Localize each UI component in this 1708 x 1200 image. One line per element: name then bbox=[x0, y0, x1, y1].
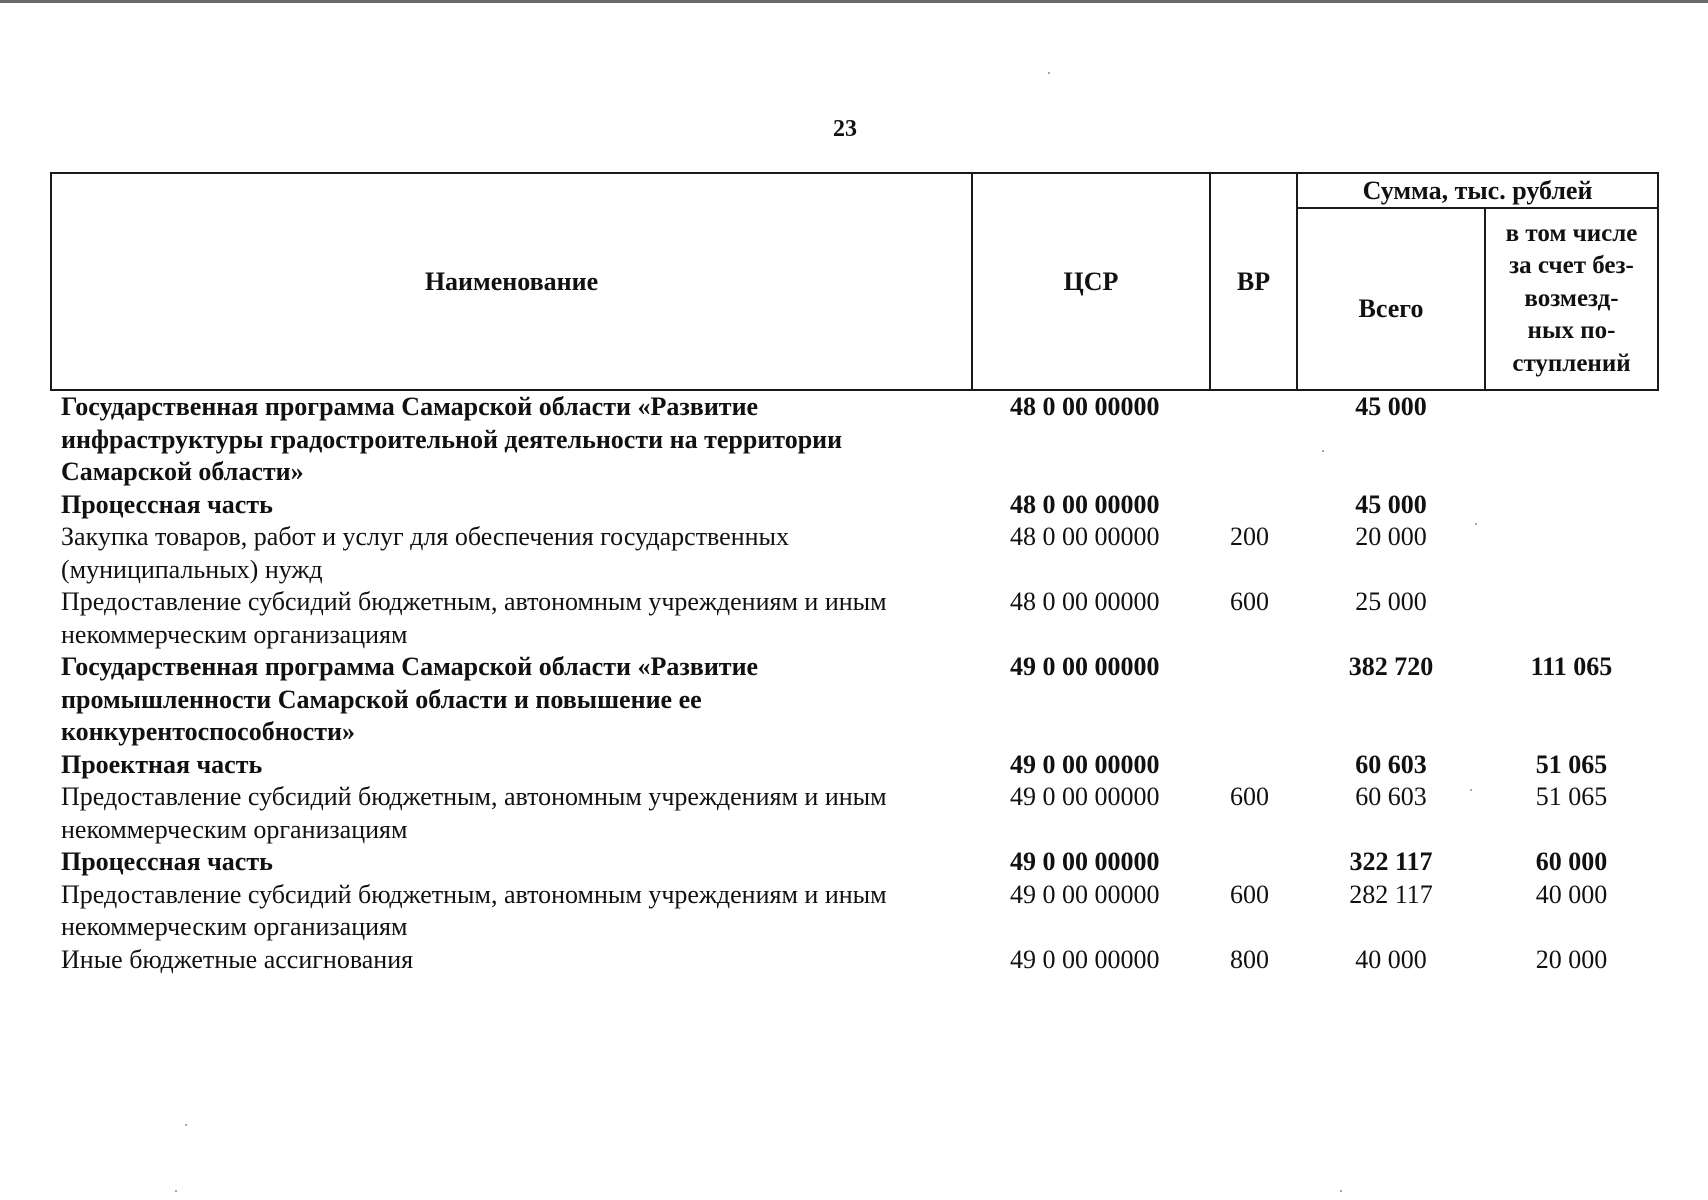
cell-name: Процессная часть bbox=[61, 847, 273, 876]
scan-speck bbox=[1048, 72, 1050, 74]
cell-vr: 600 bbox=[1230, 879, 1269, 909]
scan-speck bbox=[1322, 450, 1324, 452]
budget-table-grid bbox=[50, 172, 1659, 976]
table-row bbox=[51, 944, 1658, 977]
table-row bbox=[51, 521, 1658, 586]
cell-total: 20 000 bbox=[1355, 522, 1427, 551]
cell-name: Проектная часть bbox=[61, 749, 263, 779]
cell-name: Закупка товаров, работ и услуг для обеспечения государственных (муниципальных) нужд bbox=[61, 522, 790, 584]
cell-including: 60 000 bbox=[1535, 847, 1608, 876]
cell-including: 51 065 bbox=[1535, 782, 1608, 811]
cell-name: Предоставление субсидий бюджетным, автономным учреждениям и иным некоммерческим организациям bbox=[61, 587, 887, 649]
table-row bbox=[51, 879, 1658, 944]
header-incl-line: возмезд- bbox=[1524, 284, 1619, 312]
scan-top-edge bbox=[0, 0, 1708, 3]
cell-total: 60 603 bbox=[1355, 782, 1427, 811]
header-vr: ВР bbox=[1210, 173, 1297, 390]
header-including-gratuitous bbox=[1485, 208, 1658, 390]
cell-csr: 48 0 00 00000 bbox=[1010, 522, 1160, 551]
cell-including: 111 065 bbox=[1530, 652, 1613, 681]
header-incl-line: ных по- bbox=[1527, 317, 1616, 345]
cell-including: 51 065 bbox=[1535, 749, 1608, 779]
cell-csr: 49 0 00 00000 bbox=[1010, 782, 1160, 811]
scan-speck bbox=[175, 1190, 177, 1192]
cell-total: 322 117 bbox=[1349, 847, 1433, 876]
cell-name: Государственная программа Самарской области «Развитие инфраструктуры градостроительной деятельности на территории Самарской области» bbox=[61, 392, 843, 486]
cell-including bbox=[1485, 390, 1658, 489]
header-name: Наименование bbox=[51, 173, 972, 390]
scan-speck bbox=[1475, 523, 1477, 525]
header-total: Всего bbox=[1297, 208, 1485, 390]
cell-vr bbox=[1210, 390, 1297, 489]
cell-csr: 48 0 00 00000 bbox=[1010, 587, 1160, 616]
cell-total: 382 720 bbox=[1348, 652, 1434, 681]
header-incl-line: ступлений bbox=[1512, 349, 1631, 377]
cell-name: Процессная часть bbox=[61, 489, 273, 519]
cell-csr: 48 0 00 00000 bbox=[1010, 392, 1160, 421]
cell-csr: 49 0 00 00000 bbox=[1010, 944, 1160, 974]
cell-csr: 49 0 00 00000 bbox=[1010, 749, 1160, 779]
cell-csr: 48 0 00 00000 bbox=[1010, 489, 1160, 519]
cell-vr: 800 bbox=[1230, 944, 1269, 974]
table-row bbox=[51, 651, 1658, 749]
table-body bbox=[51, 390, 1658, 976]
cell-vr: 600 bbox=[1230, 587, 1269, 616]
table-row bbox=[51, 749, 1658, 782]
header-csr: ЦСР bbox=[972, 173, 1210, 390]
header-incl-line: в том числе bbox=[1505, 219, 1638, 247]
page-number: 23 bbox=[833, 116, 857, 142]
cell-vr: 600 bbox=[1230, 782, 1269, 811]
cell-including: 20 000 bbox=[1535, 944, 1608, 974]
table-row bbox=[51, 489, 1658, 522]
scan-speck bbox=[1470, 789, 1472, 791]
cell-including bbox=[1485, 489, 1658, 522]
cell-total: 25 000 bbox=[1355, 587, 1427, 616]
cell-total: 45 000 bbox=[1355, 489, 1427, 519]
cell-total: 40 000 bbox=[1355, 944, 1427, 974]
scan-speck bbox=[1340, 1190, 1342, 1192]
cell-total: 45 000 bbox=[1355, 392, 1427, 421]
table-row bbox=[51, 586, 1658, 651]
cell-including: 40 000 bbox=[1535, 879, 1608, 909]
cell-name: Иные бюджетные ассигнования bbox=[61, 944, 414, 974]
table-row bbox=[51, 390, 1658, 489]
cell-vr: 200 bbox=[1230, 522, 1269, 551]
cell-total: 60 603 bbox=[1355, 749, 1427, 779]
cell-including bbox=[1485, 586, 1658, 651]
cell-vr bbox=[1210, 489, 1297, 522]
cell-total: 282 117 bbox=[1349, 879, 1433, 909]
cell-name: Государственная программа Самарской области «Развитие промышленности Самарской области и повышение ее конкурентоспособности» bbox=[61, 652, 759, 746]
cell-name: Предоставление субсидий бюджетным, автономным учреждениям и иным некоммерческим организациям bbox=[61, 879, 887, 941]
cell-including bbox=[1485, 521, 1658, 586]
scan-speck bbox=[185, 1124, 187, 1126]
cell-vr bbox=[1210, 846, 1297, 879]
header-incl-line: за счет без- bbox=[1509, 252, 1634, 280]
cell-vr bbox=[1210, 749, 1297, 782]
cell-csr: 49 0 00 00000 bbox=[1010, 879, 1160, 909]
header-sum-group: Сумма, тыс. рублей bbox=[1297, 173, 1658, 208]
table-row bbox=[51, 781, 1658, 846]
cell-name: Предоставление субсидий бюджетным, автономным учреждениям и иным некоммерческим организациям bbox=[61, 782, 887, 844]
cell-csr: 49 0 00 00000 bbox=[1010, 652, 1160, 681]
table-header bbox=[51, 173, 1658, 390]
cell-csr: 49 0 00 00000 bbox=[1010, 847, 1160, 876]
budget-table bbox=[50, 172, 1657, 976]
table-row bbox=[51, 846, 1658, 879]
cell-vr bbox=[1210, 651, 1297, 749]
